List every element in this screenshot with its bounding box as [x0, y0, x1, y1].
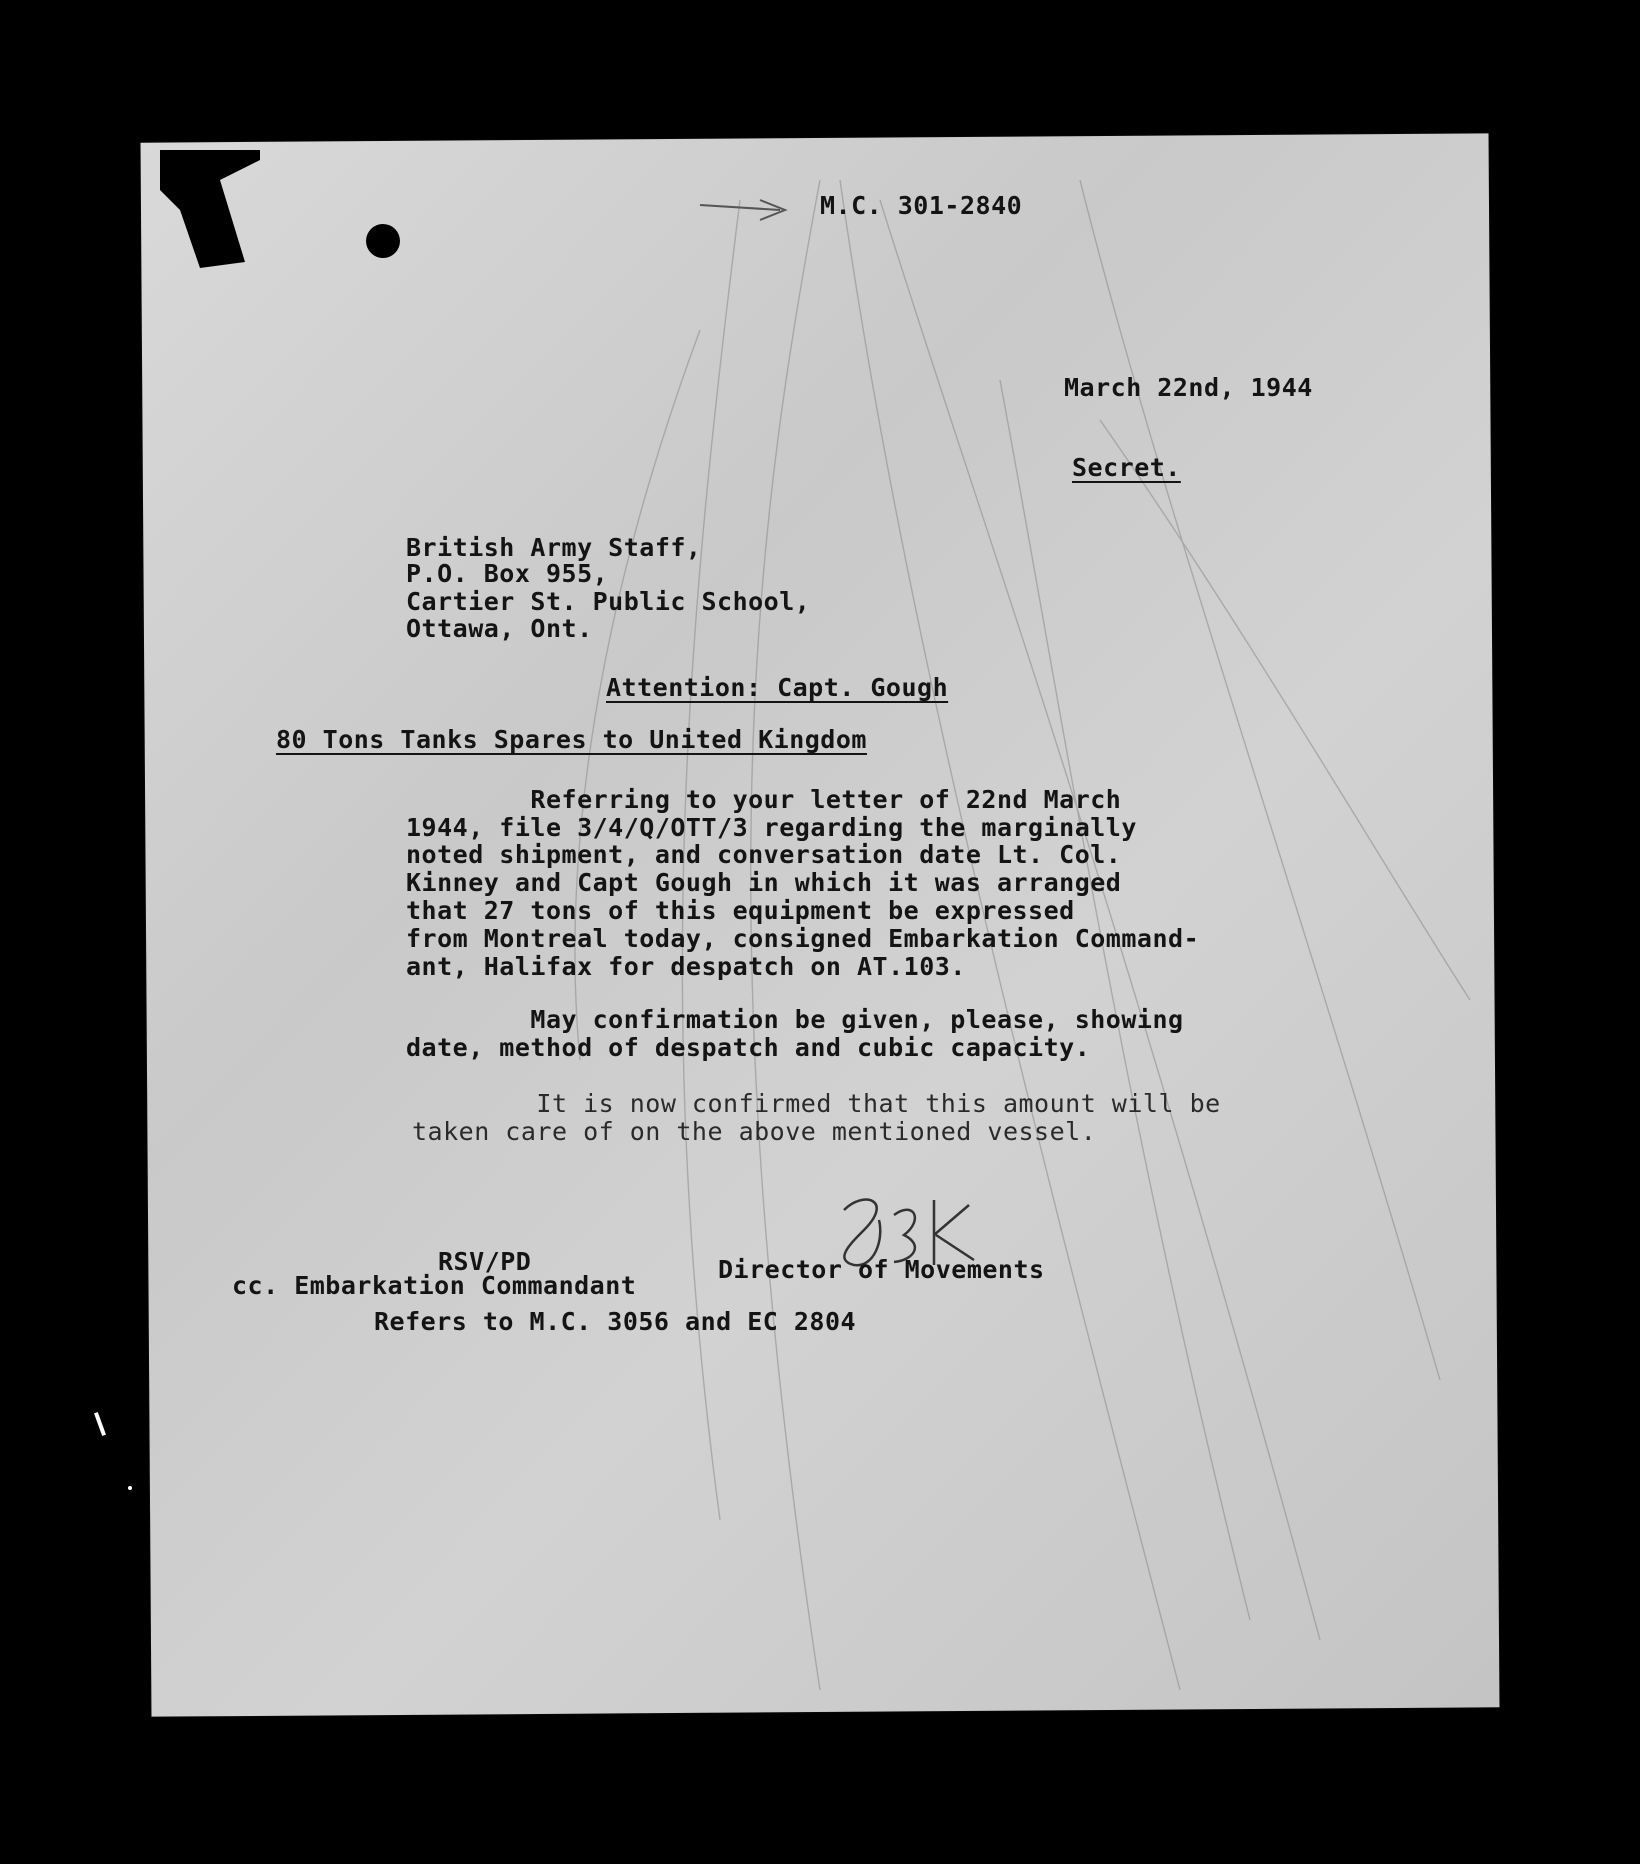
- letter-date: March 22nd, 1944: [1064, 373, 1313, 402]
- punch-hole: [366, 224, 400, 258]
- refers-line: Refers to M.C. 3056 and EC 2804: [374, 1307, 857, 1336]
- cc-line: cc. Embarkation Commandant: [232, 1271, 637, 1300]
- body-line: May confirmation be given, please, showing: [406, 1005, 1184, 1034]
- torn-corner: [160, 150, 260, 270]
- body-line: Kinney and Capt Gough in which it was arranged: [406, 868, 1122, 897]
- body-line: date, method of despatch and cubic capacity.: [406, 1033, 1091, 1062]
- body-line: ant, Halifax for despatch on AT.103.: [406, 952, 966, 981]
- scan-artifact: [94, 1412, 106, 1436]
- classification-label: Secret.: [1072, 453, 1181, 482]
- signatory-title: Director of Movements: [718, 1255, 1045, 1284]
- body-line: noted shipment, and conversation date Lt. Col.: [406, 840, 1122, 869]
- file-reference: M.C. 301-2840: [820, 191, 1023, 220]
- attention-line: Attention: Capt. Gough: [606, 673, 949, 702]
- body-line: that 27 tons of this equipment be expressed: [406, 896, 1075, 925]
- typist-initials: RSV/PD: [438, 1247, 532, 1276]
- subject-line: 80 Tons Tanks Spares to United Kingdom: [276, 725, 867, 754]
- body-line: 1944, file 3/4/Q/OTT/3 regarding the marginally: [406, 813, 1137, 842]
- scan-artifact: [128, 1486, 132, 1490]
- address-line: Ottawa, Ont.: [406, 614, 593, 643]
- address-line: P.O. Box 955,: [406, 559, 609, 588]
- body-line: Referring to your letter of 22nd March: [406, 785, 1122, 814]
- address-line: British Army Staff,: [406, 533, 702, 562]
- body-line: taken care of on the above mentioned vessel.: [412, 1117, 1097, 1146]
- body-line: It is now confirmed that this amount will be: [412, 1089, 1221, 1118]
- address-line: Cartier St. Public School,: [406, 587, 811, 616]
- body-line: from Montreal today, consigned Embarkation Command-: [406, 924, 1200, 953]
